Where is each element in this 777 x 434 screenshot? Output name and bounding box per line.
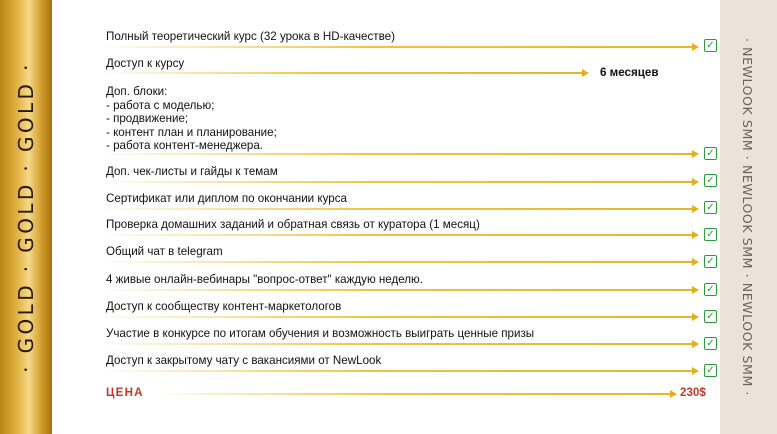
check-icon: ✓ <box>704 39 717 52</box>
feature-label: Общий чат в telegram <box>106 245 223 258</box>
arrow-head-icon <box>692 367 699 375</box>
gold-arrow-line <box>106 261 694 263</box>
arrow-head-icon <box>692 313 699 321</box>
check-icon: ✓ <box>704 228 717 241</box>
gold-arrow-line <box>106 46 694 48</box>
arrow-head-icon <box>692 231 699 239</box>
arrow-head-icon <box>670 390 677 398</box>
gold-arrow-line <box>106 316 694 318</box>
check-icon: ✓ <box>704 201 717 214</box>
arrow-head-icon <box>692 150 699 158</box>
price-label: ЦЕНА <box>106 386 144 399</box>
arrow-head-icon <box>692 286 699 294</box>
arrow-head-icon <box>692 340 699 348</box>
feature-label: 4 живые онлайн-вебинары "вопрос-ответ" каждую неделю. <box>106 273 423 286</box>
check-icon: ✓ <box>704 255 717 268</box>
arrow-head-icon <box>692 43 699 51</box>
gold-band-text: · GOLD · GOLD · GOLD · <box>14 61 38 373</box>
gold-arrow-line <box>162 393 672 395</box>
gold-side-band <box>0 0 52 434</box>
gold-arrow-line <box>106 234 694 236</box>
feature-label: Участие в конкурсе по итогам обучения и возможность выиграть ценные призы <box>106 327 535 340</box>
feature-label: Доп. чек-листы и гайды к темам <box>106 165 278 178</box>
gold-arrow-line <box>106 343 694 345</box>
feature-label: Доступ к курсу <box>106 57 185 70</box>
feature-label: Сертификат или диплом по окончании курса <box>106 192 347 205</box>
gold-arrow-line <box>106 289 694 291</box>
gold-arrow-line <box>106 153 694 155</box>
gold-arrow-line <box>106 370 694 372</box>
brand-side-band <box>720 0 777 434</box>
feature-label: Доступ к закрытому чату с вакансиями от NewLook <box>106 354 382 367</box>
access-duration: 6 месяцев <box>600 66 659 79</box>
feature-label: Доступ к сообществу контент-маркетологов <box>106 300 342 313</box>
arrow-head-icon <box>692 205 699 213</box>
gold-arrow-line <box>106 208 694 210</box>
feature-label: Проверка домашних заданий и обратная связь от куратора (1 месяц) <box>106 218 480 231</box>
feature-label: Доп. блоки: - работа с моделью; - продвижение; - контент план и планирование; - работа контент-менеджера. <box>106 85 277 153</box>
check-icon: ✓ <box>704 174 717 187</box>
check-icon: ✓ <box>704 283 717 296</box>
check-icon: ✓ <box>704 364 717 377</box>
feature-label: Полный теоретический курс (32 урока в HD-качестве) <box>106 30 395 43</box>
gold-arrow-line <box>106 72 584 74</box>
gold-arrow-line <box>106 181 694 183</box>
check-icon: ✓ <box>704 147 717 160</box>
arrow-head-icon <box>692 258 699 266</box>
check-icon: ✓ <box>704 310 717 323</box>
brand-band-text: · NEWLOOK SMM · NEWLOOK SMM · NEWLOOK SMM · <box>740 38 756 396</box>
check-icon: ✓ <box>704 337 717 350</box>
arrow-head-icon <box>692 178 699 186</box>
feature-list <box>52 0 720 434</box>
price-value: 230$ <box>680 386 706 399</box>
arrow-head-icon <box>582 69 589 77</box>
